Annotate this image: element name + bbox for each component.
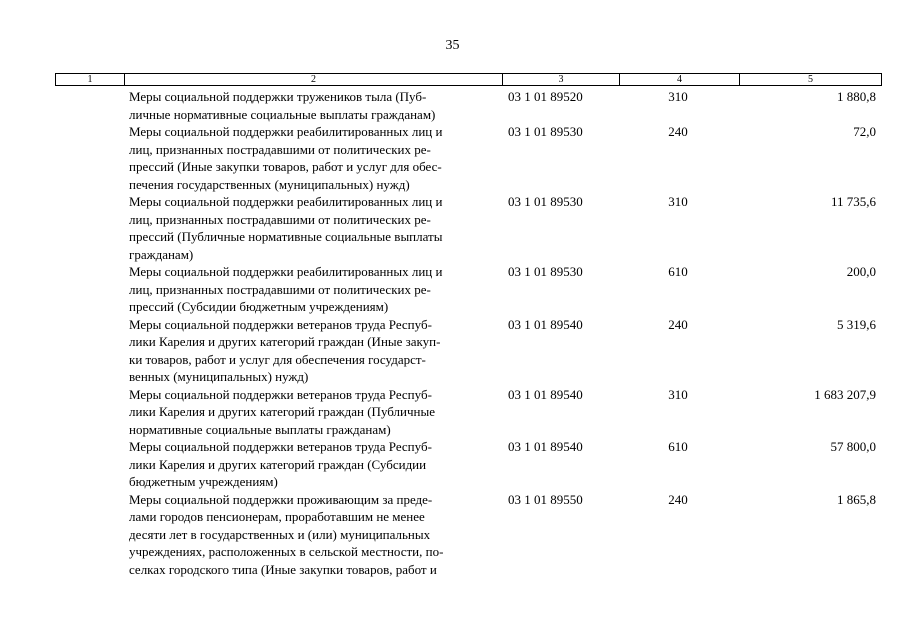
table-row	[0, 263, 905, 316]
row-target-code: 03 1 01 89540	[508, 386, 583, 402]
table-row	[0, 88, 905, 123]
table-row	[0, 123, 905, 193]
row-expense-type: 240	[668, 316, 688, 332]
row-expense-type: 310	[668, 386, 688, 402]
row-amount: 5 319,6	[837, 316, 876, 332]
row-amount: 11 735,6	[830, 194, 876, 209]
table-row	[0, 386, 905, 439]
row-target-code: 03 1 01 89530	[508, 264, 583, 279]
row-description: Меры социальной поддержки реабилитированных лиц и лиц, признанных пострадавшими от политических ре- прессий (Публичные нормативные социальные выплаты гражданам)	[129, 194, 443, 262]
row-target-code: 03 1 01 89530	[508, 194, 583, 209]
row-amount: 1 880,8	[837, 89, 876, 104]
row-target-code: 03 1 01 89520	[508, 89, 583, 104]
row-amount: 200,0	[846, 264, 876, 279]
column-number-4: 4	[619, 74, 739, 85]
row-amount: 1 865,8	[837, 491, 876, 507]
row-expense-type: 610	[668, 439, 688, 454]
row-description: Меры социальной поддержки тружеников тыла (Пуб- личные нормативные социальные выплаты гражданам)	[129, 89, 436, 122]
budget-table-body	[0, 88, 905, 579]
row-description: Меры социальной поддержки реабилитированных лиц и лиц, признанных пострадавшими от политических ре- прессий (Субсидии бюджетным учреждениям)	[129, 264, 443, 314]
row-expense-type: 310	[668, 194, 688, 209]
row-expense-type: 240	[668, 491, 688, 507]
row-expense-type: 310	[668, 89, 688, 104]
row-expense-type: 240	[668, 124, 688, 139]
row-expense-type: 610	[668, 264, 688, 279]
row-target-code: 03 1 01 89540	[508, 439, 583, 454]
row-target-code: 03 1 01 89540	[508, 316, 583, 332]
table-header-row	[55, 73, 882, 86]
table-row	[0, 438, 905, 491]
row-description: Меры социальной поддержки ветеранов труда Респуб- лики Карелия и других категорий граждан (Субсидии бюджетным учреждениям)	[129, 439, 432, 489]
column-number-2: 2	[124, 74, 502, 85]
column-number-5: 5	[739, 74, 881, 85]
row-amount: 1 683 207,9	[814, 386, 876, 402]
row-description: Меры социальной поддержки реабилитированных лиц и лиц, признанных пострадавшими от политических ре- прессий (Иные закупки товаров, работ и услуг для обес- печения государственных (муниципальных) нужд)	[129, 124, 443, 192]
row-amount: 72,0	[853, 124, 876, 139]
row-target-code: 03 1 01 89530	[508, 124, 583, 139]
row-description: Меры социальной поддержки ветеранов труда Респуб- лики Карелия и других категорий граждан (Публичные нормативные социальные выплаты гражданам)	[129, 386, 436, 437]
table-row	[0, 491, 905, 579]
table-row	[0, 193, 905, 263]
page-number: 35	[445, 38, 460, 53]
row-target-code: 03 1 01 89550	[508, 491, 583, 507]
column-number-3: 3	[502, 74, 619, 85]
row-description: Меры социальной поддержки проживающим за преде- лами городов пенсионерам, проработавшим не менее десяти лет в государственных и (или) муниципальных учреждениях, расположенных в сельской местности, по- селках городского типа (Иные закупки товаров, работ и	[129, 491, 444, 577]
table-row	[0, 316, 905, 386]
row-description: Меры социальной поддержки ветеранов труда Респуб- лики Карелия и других категорий граждан (Иные закуп- ки товаров, работ и услуг для обеспечения государст- венных (муниципальных) нужд)	[129, 316, 441, 384]
column-number-1: 1	[87, 74, 93, 85]
row-amount: 57 800,0	[830, 439, 876, 454]
